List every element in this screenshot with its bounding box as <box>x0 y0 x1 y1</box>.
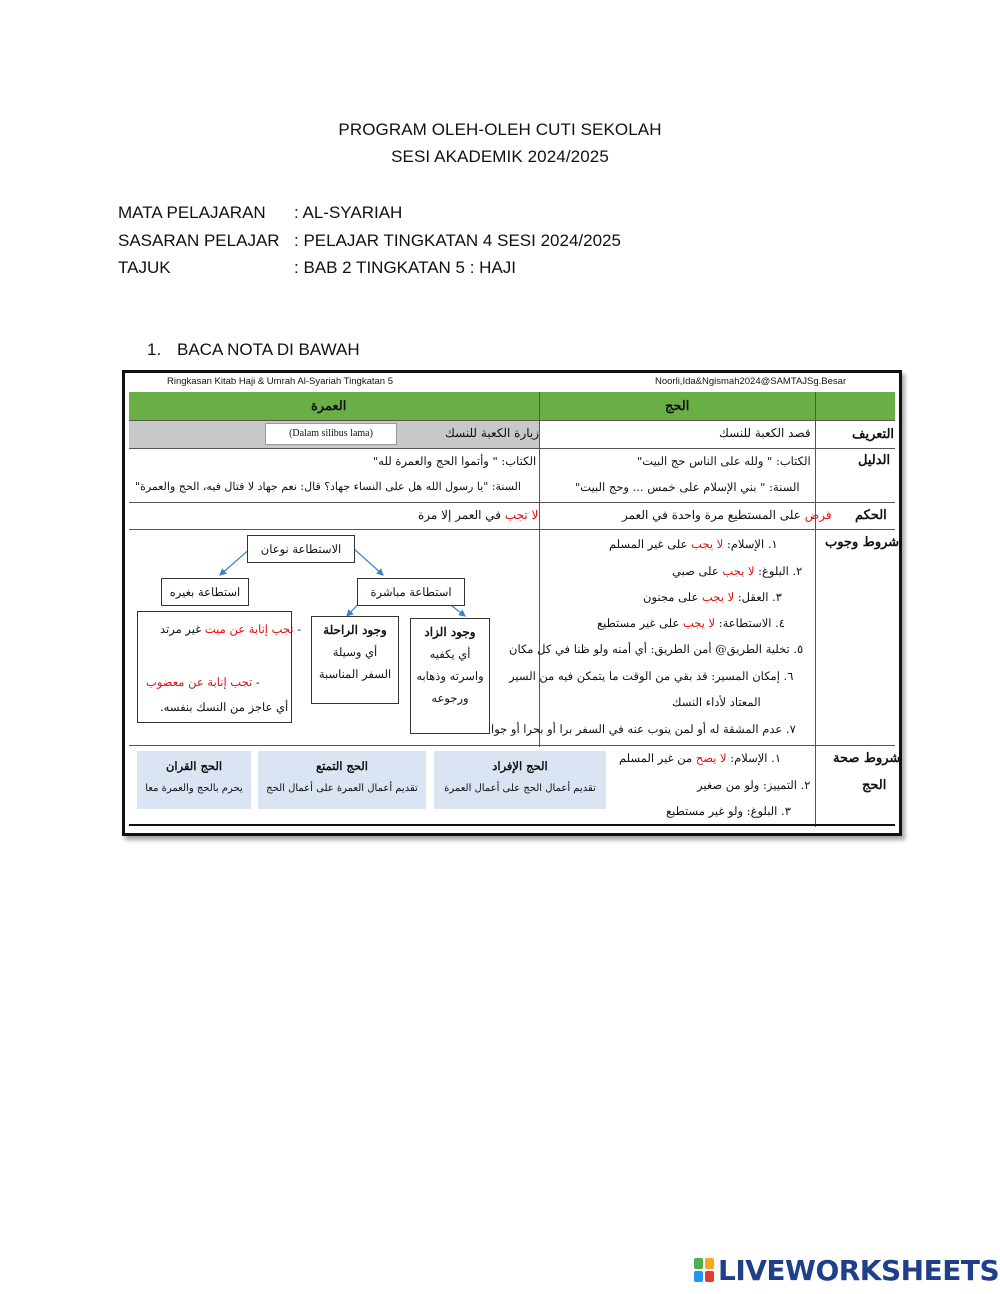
instruction-text: BACA NOTA DI BAWAH <box>177 340 360 359</box>
hajj-ifrad-box <box>434 751 606 809</box>
sihhah-item-3: ٣. البلوغ: ولو غير مستطيع <box>666 804 791 818</box>
hajj-qiran-box <box>137 751 251 809</box>
zad-box <box>410 618 490 734</box>
hajj-tamattu-box <box>258 751 426 809</box>
instruction-number: 1. <box>147 340 162 359</box>
label-syurut-sihhah: شروط صحة <box>833 751 901 766</box>
ghayr-item-2: - تجب إنابة عن معضوب <box>146 675 260 689</box>
zad-line3: ورجوعه <box>431 691 469 705</box>
tamattu-desc: تقديم أعمال العمرة على أعمال الحج <box>266 783 418 794</box>
note-authors-label: Noorli,Ida&Ngismah2024@SAMTAJSg.Besar <box>655 376 847 387</box>
meta-topic <box>118 258 516 278</box>
liveworksheets-logo-text[interactable]: LIVEWORKSHEETS <box>718 1254 1000 1287</box>
meta-key: TAJUK <box>118 258 171 277</box>
wujub-item-6-cont: المعتاد لأداء النسك <box>672 695 761 709</box>
label-hukum: الحكم <box>855 508 887 523</box>
wujub-item-6: ٦. إمكان المسير: قد بقي من الوقت ما يتمكن فيه من السير <box>509 669 794 683</box>
dalil-haji-quran: الكتاب: " ولله على الناس حج البيت" <box>637 454 811 468</box>
wujub-item-5: ٥. تخلية الطريق@ أمن الطريق: أي أمنه ولو ظنا في كل مكان <box>509 642 804 656</box>
qiran-desc: يحرم بالحج والعمرة معا <box>145 783 243 794</box>
istitaah-ghayr-detail <box>137 611 302 723</box>
istitaah-root-box: الاستطاعة نوعان <box>247 535 355 563</box>
rahilah-line1: أي وسيلة <box>332 645 378 659</box>
tamattu-title: الحج التمتع <box>316 759 368 773</box>
dalil-umrah-quran: الكتاب: " وأتموا الحج والعمرة لله" <box>373 454 537 468</box>
meta-key: MATA PELAJARAN <box>118 203 266 222</box>
doc-title-line-1: PROGRAM OLEH-OLEH CUTI SEKOLAH <box>338 120 662 139</box>
dalil-umrah-sunnah: السنة: "يا رسول الله هل على النساء جهاد؟ قال: نعم جهاد لا قتال فيه، الحج والعمرة" <box>135 480 521 493</box>
istitaah-ghayr-box: استطاعة بغيره <box>161 578 249 606</box>
dalil-haji-sunnah: السنة: " بني الإسلام على خمس ... وحج البيت" <box>575 480 800 494</box>
istitaah-mubasyarah-box: استطاعة مباشرة <box>357 578 465 606</box>
wujub-item-1: ١. الإسلام: لا يجب على غير المسلم <box>609 537 778 551</box>
ghayr-item-2-rest: أي عاجز من النسك بنفسه. <box>160 700 289 714</box>
meta-value: : BAB 2 TINGKATAN 5 : HAJI <box>294 258 517 277</box>
wujub-item-7: ٧. عدم المشقة له أو لمن ينوب عنه في السفر برا أو بحرا أو جوا <box>491 722 796 736</box>
instruction <box>147 340 360 360</box>
ifrad-title: الحج الإفراد <box>492 759 548 773</box>
wujub-item-3: ٣. العقل: لا يجب على مجنون <box>643 590 782 604</box>
col-header-haji: الحج <box>665 399 690 414</box>
wujub-item-4: ٤. الاستطاعة: لا يجب على غير مستطيع <box>597 616 785 630</box>
qiran-title: الحج القران <box>165 759 223 773</box>
zad-line1: أي يكفيه <box>429 647 471 661</box>
note-table <box>122 370 902 836</box>
liveworksheets-logo-icon <box>694 1258 714 1282</box>
ifrad-desc: تقديم أعمال الحج على أعمال العمرة <box>444 783 596 794</box>
zad-line2: واسرته وذهابه <box>416 669 484 683</box>
rahilah-box <box>311 616 399 704</box>
meta-value: : PELAJAR TINGKATAN 4 SESI 2024/2025 <box>294 231 621 250</box>
meta-subject <box>118 203 402 223</box>
meta-value: : AL-SYARIAH <box>294 203 403 222</box>
col-header-umrah: العمرة <box>311 399 347 414</box>
takrif-umrah: زيارة الكعبة للنسك <box>445 426 540 440</box>
label-takrif: التعريف <box>852 427 895 442</box>
hukum-haji-rest: على المستطيع مرة واحدة في العمر <box>622 508 801 522</box>
meta-target <box>118 231 621 251</box>
zad-title: وجود الزاد <box>424 625 476 639</box>
rahilah-title: وجود الراحلة <box>323 623 387 637</box>
label-syurut-sihhah-haji: الحج <box>862 778 887 793</box>
sihhah-item-1: ١. الإسلام: لا يصح من غير المسلم <box>619 751 781 765</box>
hukum-umrah-red: لا تجب <box>504 508 539 522</box>
sihhah-item-2: ٢. التمييز: ولو من صغير <box>697 778 811 792</box>
label-syurut-wujub: شروط وجوب <box>825 535 900 550</box>
takrif-haji: قصد الكعبة للنسك <box>719 426 811 440</box>
rahilah-line2: السفر المناسبة <box>318 667 392 681</box>
meta-key: SASARAN PELAJAR <box>118 231 280 250</box>
hukum-umrah-rest: في العمر إلا مرة <box>418 508 502 522</box>
doc-title-line-2: SESI AKADEMIK 2024/2025 <box>391 147 609 166</box>
hukum-haji-red: فرض <box>804 508 832 522</box>
note-source-label: Ringkasan Kitab Haji & Umrah Al-Syariah Tingkatan 5 <box>167 376 394 387</box>
label-dalil: الدليل <box>858 453 891 468</box>
takrif-note-pill: (Dalam silibus lama) <box>265 423 397 445</box>
wujub-item-2: ٢. البلوغ: لا يجب على صبي <box>672 564 803 578</box>
ghayr-item-1: - تجب إنابة عن ميت غير مرتد <box>160 622 302 636</box>
